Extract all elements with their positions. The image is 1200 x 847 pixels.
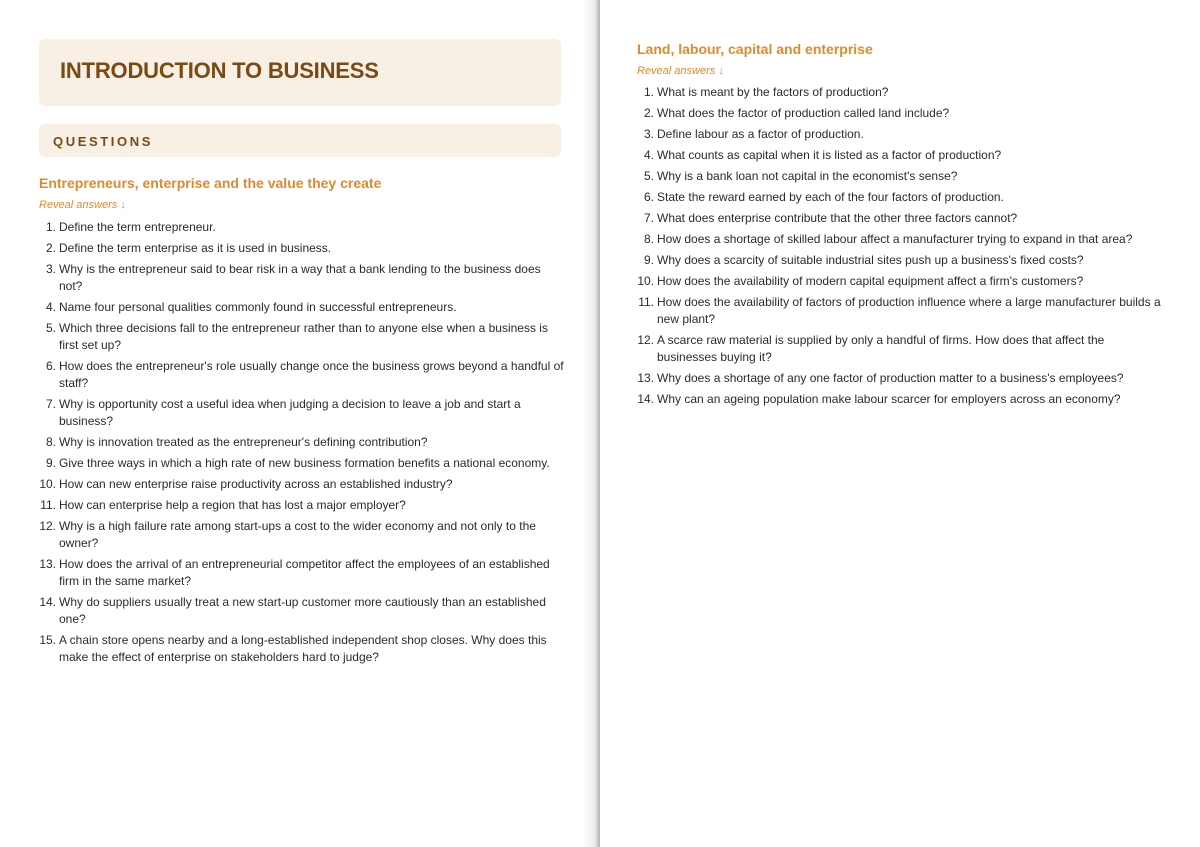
question-item [637, 273, 1162, 290]
question-text: What is meant by the factors of production? [657, 85, 889, 99]
question-text: How does a shortage of skilled labour affect a manufacturer trying to expand in that area? [657, 232, 1133, 246]
question-number: 3. [643, 127, 654, 141]
question-item [39, 240, 564, 257]
question-item [637, 105, 1162, 122]
question-item [39, 455, 564, 472]
question-item [637, 252, 1162, 269]
section-factors-of-production [637, 40, 1162, 412]
question-text: Why is a bank loan not capital in the economist's sense? [657, 169, 958, 183]
question-item [637, 147, 1162, 164]
question-number: 9. [643, 253, 654, 267]
question-number: 7. [643, 211, 654, 225]
section-heading: Land, labour, capital and enterprise [637, 41, 873, 57]
question-item [637, 210, 1162, 227]
question-number: 7. [45, 397, 56, 411]
section-entrepreneurs [39, 174, 564, 670]
question-text: Why is the entrepreneur said to bear risk in a way that a bank lending to the business does not? [59, 262, 541, 293]
question-item [39, 396, 564, 430]
question-number: 4. [643, 148, 654, 162]
questions-label: QUESTIONS [53, 134, 153, 149]
question-number: 6. [45, 359, 56, 373]
question-list [637, 84, 1162, 408]
question-number: 2. [45, 241, 56, 255]
question-text: How does the entrepreneur's role usually change once the business grows beyond a handful of staff? [59, 359, 564, 390]
question-item [39, 632, 564, 666]
question-number: 4. [45, 300, 56, 314]
question-number: 14. [637, 392, 654, 406]
question-text: Why can an ageing population make labour scarcer for employers across an economy? [657, 392, 1121, 406]
question-text: Why is a high failure rate among start-ups a cost to the wider economy and not only to the owner? [59, 519, 536, 550]
question-text: How can new enterprise raise productivity across an established industry? [59, 477, 453, 491]
question-number: 9. [45, 456, 56, 470]
question-number: 12. [39, 519, 56, 533]
question-item [39, 434, 564, 451]
question-item [637, 84, 1162, 101]
question-text: What does enterprise contribute that the other three factors cannot? [657, 211, 1018, 225]
question-item [39, 518, 564, 552]
section-heading: Entrepreneurs, enterprise and the value they create [39, 175, 382, 191]
question-number: 11. [638, 295, 654, 309]
question-number: 5. [45, 321, 56, 335]
question-text: How does the arrival of an entrepreneurial competitor affect the employees of an established firm in the same market? [59, 557, 550, 588]
question-text: Define the term enterprise as it is used in business. [59, 241, 332, 255]
question-number: 11. [40, 498, 56, 512]
question-item [39, 219, 564, 236]
question-text: A scarce raw material is supplied by only a handful of firms. How does that affect the businesses buying it? [657, 333, 1105, 364]
question-text: Why do suppliers usually treat a new start-up customer more cautiously than an established one? [59, 595, 546, 626]
question-item [637, 231, 1162, 248]
right-page [600, 0, 1200, 847]
question-number: 8. [643, 232, 654, 246]
question-item [39, 320, 564, 354]
question-text: Why does a shortage of any one factor of production matter to a business's employees? [657, 371, 1124, 385]
question-number: 6. [643, 190, 654, 204]
question-number: 12. [637, 333, 654, 347]
question-item [39, 556, 564, 590]
questions-banner [39, 124, 561, 157]
question-text: What does the factor of production called land include? [657, 106, 950, 120]
question-item [39, 299, 564, 316]
question-item [637, 168, 1162, 185]
question-number: 3. [45, 262, 56, 276]
question-text: Name four personal qualities commonly found in successful entrepreneurs. [59, 300, 457, 314]
question-text: How can enterprise help a region that has lost a major employer? [59, 498, 406, 512]
question-item [637, 126, 1162, 143]
question-item [39, 497, 564, 514]
question-number: 1. [45, 220, 56, 234]
question-text: Define labour as a factor of production. [657, 127, 864, 141]
question-text: Which three decisions fall to the entrepreneur rather than to anyone else when a business is first set up? [59, 321, 548, 352]
question-text: Define the term entrepreneur. [59, 220, 216, 234]
question-text: State the reward earned by each of the four factors of production. [657, 190, 1004, 204]
question-text: How does the availability of modern capital equipment affect a firm's customers? [657, 274, 1084, 288]
question-item [39, 358, 564, 392]
question-number: 8. [45, 435, 56, 449]
question-list [39, 219, 564, 666]
question-text: Give three ways in which a high rate of new business formation benefits a national economy. [59, 456, 550, 470]
question-text: Why does a scarcity of suitable industrial sites push up a business's fixed costs? [657, 253, 1084, 267]
question-number: 1. [643, 85, 654, 99]
question-text: Why is opportunity cost a useful idea when judging a decision to leave a job and start a business? [59, 397, 521, 428]
question-number: 2. [643, 106, 654, 120]
question-text: Why is innovation treated as the entrepreneur's defining contribution? [59, 435, 428, 449]
question-number: 10. [39, 477, 56, 491]
question-item [637, 294, 1162, 328]
question-item [39, 261, 564, 295]
question-number: 10. [637, 274, 654, 288]
reveal-answers-link[interactable]: Reveal answers ↓ [39, 199, 126, 211]
question-number: 13. [39, 557, 56, 571]
question-item [637, 332, 1162, 366]
reveal-answers-link[interactable]: Reveal answers ↓ [637, 65, 724, 77]
question-item [637, 189, 1162, 206]
question-item [39, 594, 564, 628]
page-title: INTRODUCTION TO BUSINESS [60, 58, 379, 83]
question-number: 15. [39, 633, 56, 647]
question-number: 5. [643, 169, 654, 183]
question-item [39, 476, 564, 493]
question-number: 13. [637, 371, 654, 385]
title-banner [39, 39, 561, 106]
question-text: A chain store opens nearby and a long-established independent shop closes. Why does this make the effect of enterprise on stakeholders hard to judge? [59, 633, 547, 664]
question-text: What counts as capital when it is listed as a factor of production? [657, 148, 1002, 162]
question-item [637, 370, 1162, 387]
question-item [637, 391, 1162, 408]
question-number: 14. [39, 595, 56, 609]
question-text: How does the availability of factors of production influence where a large manufacturer builds a new plant? [657, 295, 1161, 326]
